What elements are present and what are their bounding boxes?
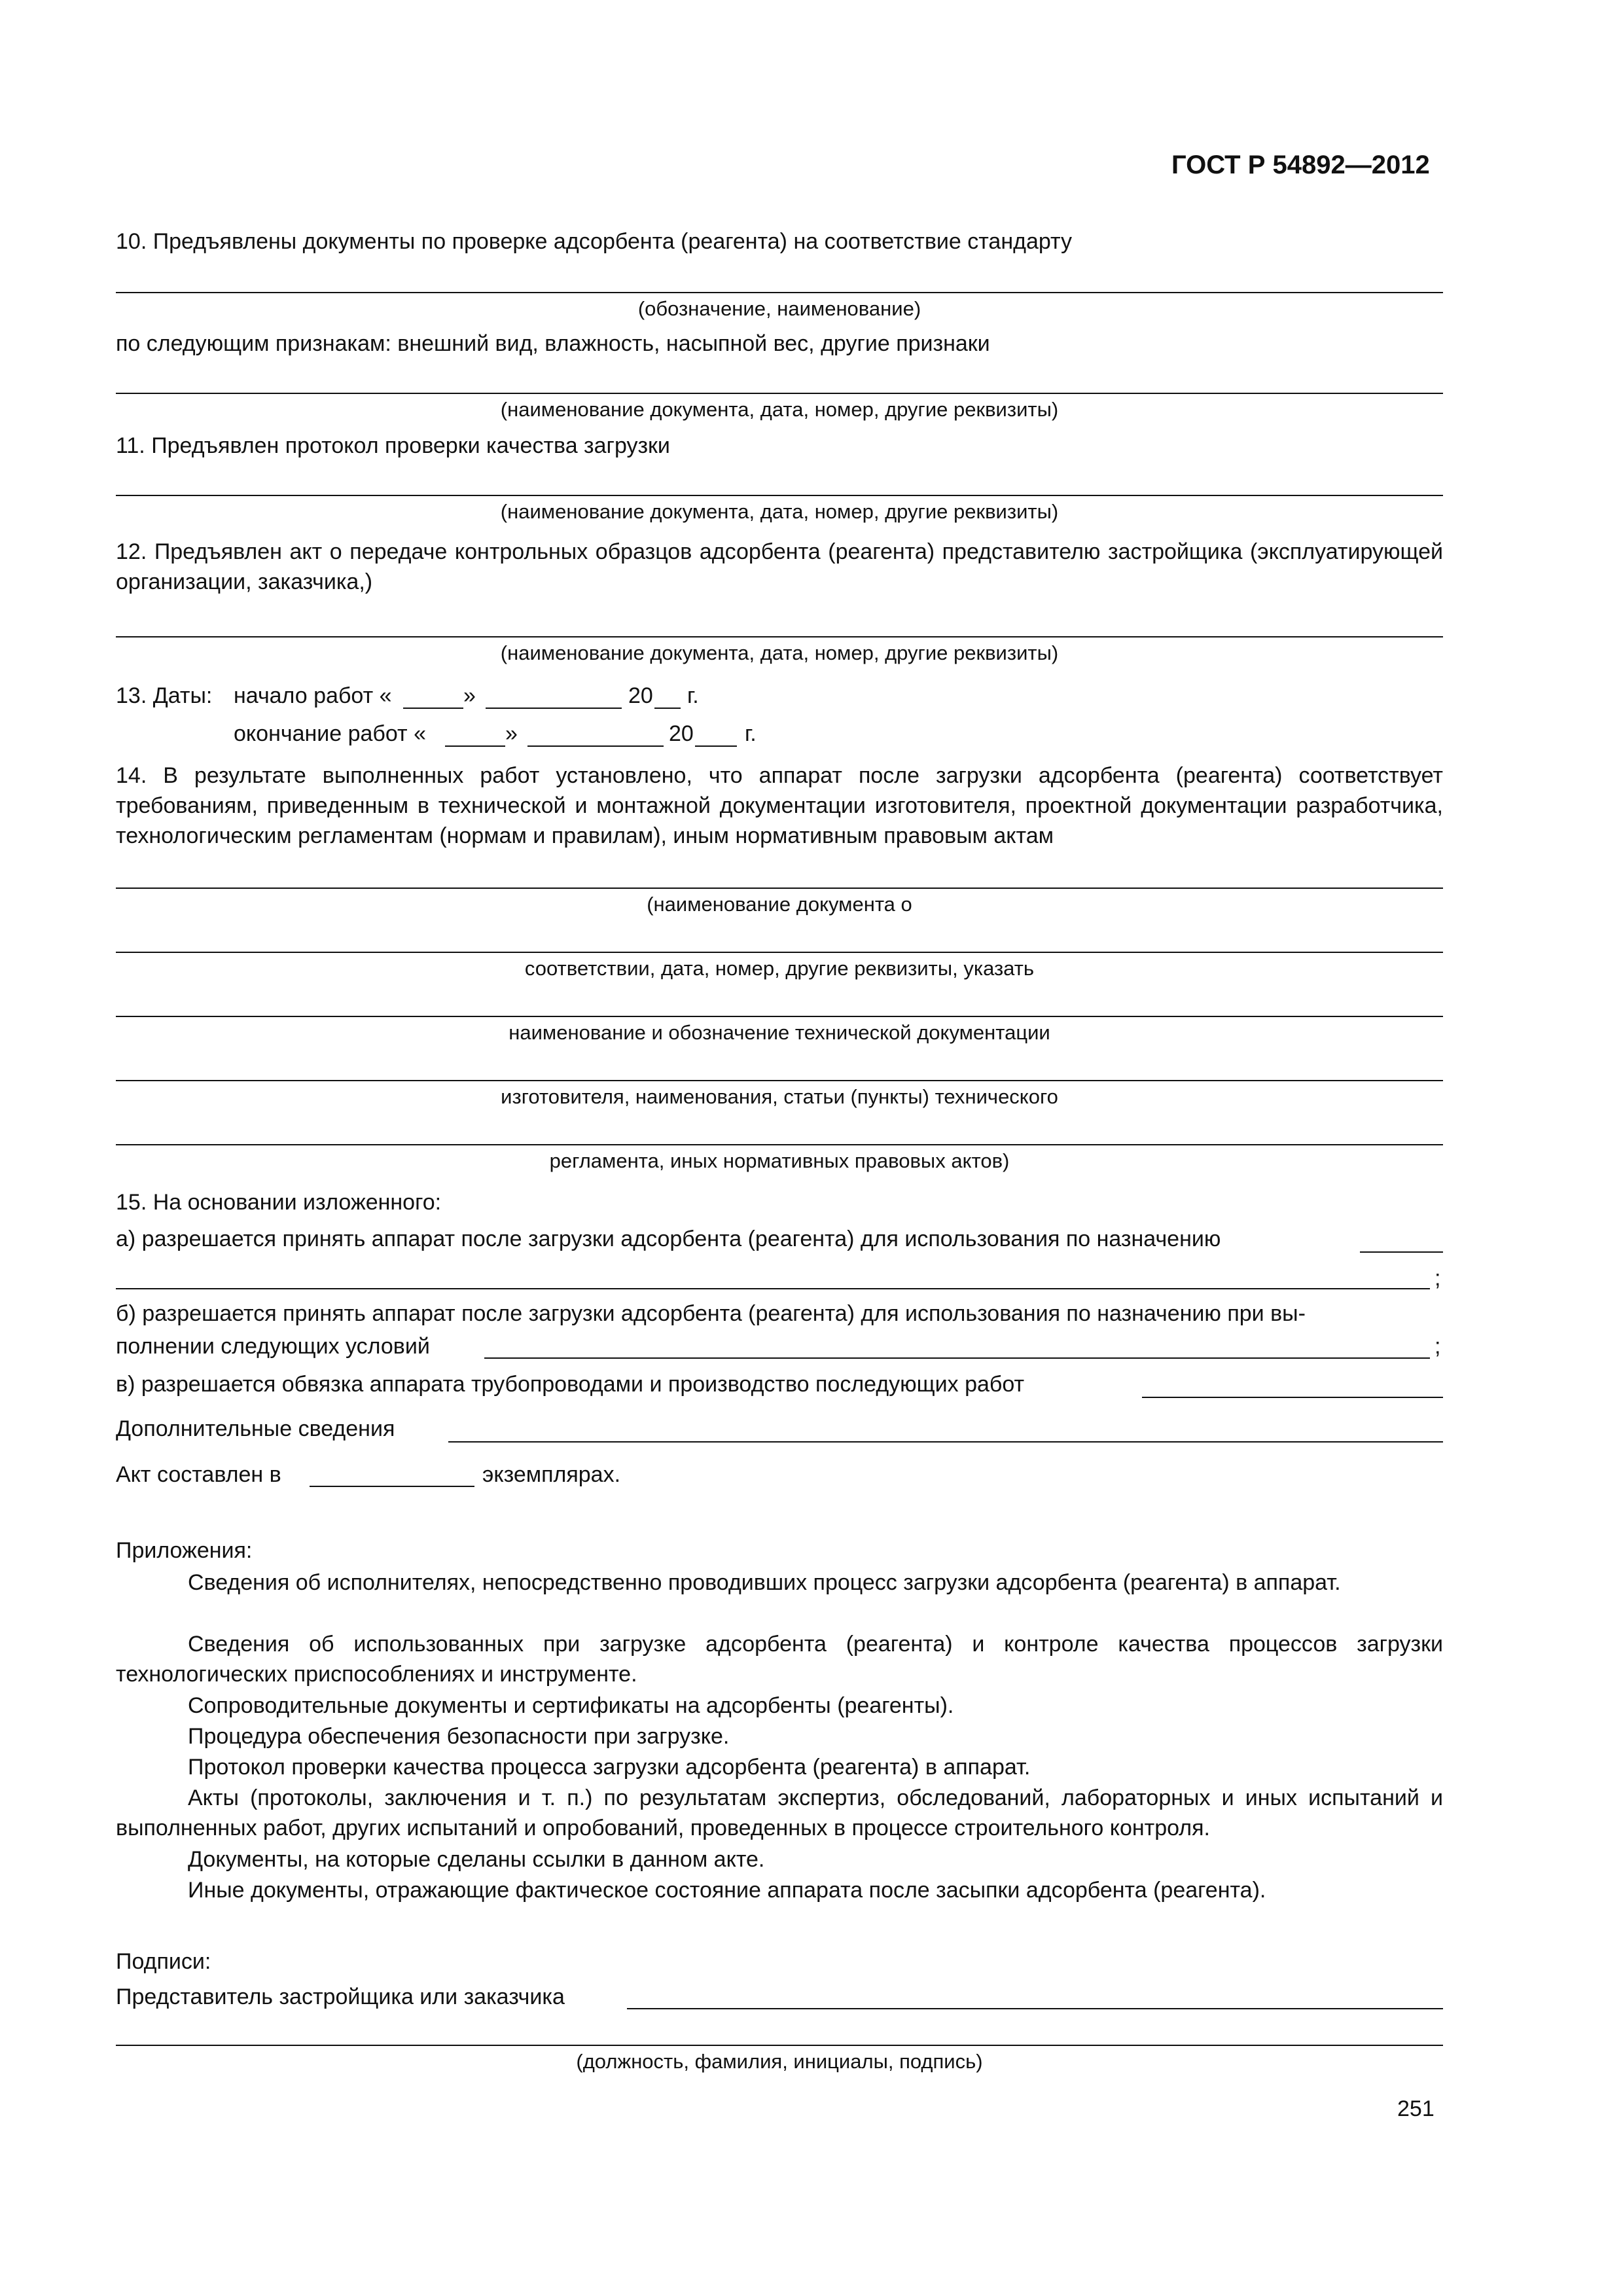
item-15-b-line-2: полнении следующих условий [116, 1334, 430, 1359]
item-15-b-semicolon: ; [1435, 1334, 1441, 1359]
start-date-close-quote: » [463, 683, 476, 708]
appendices-title: Приложения: [116, 1538, 253, 1563]
item-14-caption-1: (наименование документа о [647, 893, 912, 916]
end-year-suffix: г. [745, 721, 757, 746]
item-10-text: 10. Предъявлены документы по проверке адсорбента (реагента) на соответствие стандарту [116, 229, 1072, 254]
item-10-line-2-text: по следующим признакам: внешний вид, влажность, насыпной вес, другие признаки [116, 331, 990, 356]
end-date-close-quote: » [505, 721, 518, 746]
start-month-blank[interactable] [486, 708, 622, 709]
copies-suffix: экземплярах. [482, 1462, 621, 1487]
end-year-blank[interactable] [695, 745, 737, 747]
item-15-a-text: а) разрешается принять аппарат после загрузки адсорбента (реагента) для использования по назначению [116, 1227, 1221, 1251]
item-10-line-2[interactable] [116, 393, 1443, 394]
item-14-line-1[interactable] [116, 888, 1443, 889]
appendix-item: Акты (протоколы, заключения и т. п.) по результатам экспертиз, обследований, лабораторных и иных испытаний и выполненных работ, других испытаний и опробований, проведенных в процессе строительного контроля. [116, 1785, 1443, 1840]
doc-code-header: ГОСТ Р 54892—2012 [1171, 151, 1430, 179]
start-date-prefix: начало работ « [234, 683, 392, 708]
start-year-blank[interactable] [654, 708, 681, 709]
end-day-blank[interactable] [445, 745, 505, 747]
item-15-b-line-1: б) разрешается принять аппарат после загрузки адсорбента (реагента) для использования по назначению при вы- [116, 1301, 1306, 1326]
end-year-prefix: 20 [669, 721, 694, 746]
start-year-suffix: г. [687, 683, 699, 708]
item-12-line[interactable] [116, 636, 1443, 637]
item-14-caption-2: соответствии, дата, номер, другие реквизиты, указать [524, 957, 1035, 980]
item-15-v-line[interactable] [1142, 1397, 1443, 1398]
item-14-caption-5: регламента, иных нормативных правовых актов) [549, 1149, 1010, 1172]
signature-details-line[interactable] [116, 2045, 1443, 2046]
signature-caption: (должность, фамилия, инициалы, подпись) [576, 2050, 983, 2073]
item-11-caption: (наименование документа, дата, номер, другие реквизиты) [500, 500, 1059, 523]
item-10-line-1[interactable] [116, 292, 1443, 293]
end-date-prefix: окончание работ « [234, 721, 426, 746]
item-14-caption-4: изготовителя, наименования, статьи (пункты) технического [501, 1085, 1058, 1108]
appendix-item: Иные документы, отражающие фактическое состояние аппарата после засыпки адсорбента (реагента). [188, 1878, 1266, 1903]
appendix-item: Сопроводительные документы и сертификаты на адсорбенты (реагенты). [188, 1693, 954, 1718]
item-12-caption: (наименование документа, дата, номер, другие реквизиты) [500, 641, 1059, 664]
start-year-prefix: 20 [628, 683, 653, 708]
item-15-v-text: в) разрешается обвязка аппарата трубопроводами и производство последующих работ [116, 1372, 1025, 1397]
representative-signature-line[interactable] [627, 2008, 1443, 2009]
additional-info-label: Дополнительные сведения [116, 1416, 395, 1441]
appendix-item: Протокол проверки качества процесса загрузки адсорбента (реагента) в аппарат. [188, 1755, 1031, 1780]
representative-label: Представитель застройщика или заказчика [116, 1984, 565, 2009]
end-month-blank[interactable] [527, 745, 664, 747]
appendix-item: Сведения об использованных при загрузке адсорбента (реагента) и контроле качества процессов загрузки технологических приспособлениях и инструменте. [116, 1632, 1443, 1687]
item-14-line-4[interactable] [116, 1080, 1443, 1081]
item-14-text: 14. В результате выполненных работ установлено, что аппарат после загрузки адсорбента (реагента) соответствует требованиям, приведенным в технической и монтажной документации изготовителя, проектной документации разработчика, технологическим регламентам (нормам и правилам), иным нормативным правовым актам [116, 763, 1443, 848]
item-15-a-line-2[interactable] [116, 1288, 1430, 1289]
item-15-a-line-1[interactable] [1360, 1251, 1443, 1253]
appendix-item: Сведения об исполнителях, непосредственно проводивших процесс загрузки адсорбента (реагента) в аппарат. [188, 1570, 1341, 1595]
appendix-item: Процедура обеспечения безопасности при загрузке. [188, 1724, 730, 1749]
item-14-line-5[interactable] [116, 1144, 1443, 1145]
signatures-title: Подписи: [116, 1949, 211, 1974]
item-14-line-2[interactable] [116, 952, 1443, 953]
item-10-caption-1: (обозначение, наименование) [637, 297, 921, 320]
copies-count-blank[interactable] [310, 1486, 474, 1487]
item-14-line-3[interactable] [116, 1016, 1443, 1017]
item-14-caption-3: наименование и обозначение технической документации [508, 1021, 1050, 1044]
additional-info-line[interactable] [448, 1441, 1443, 1443]
item-15-intro: 15. На основании изложенного: [116, 1190, 442, 1215]
appendix-item: Документы, на которые сделаны ссылки в данном акте. [188, 1847, 765, 1872]
item-13-label: 13. Даты: [116, 683, 213, 708]
item-15-b-line[interactable] [484, 1357, 1430, 1359]
page-number: 251 [1397, 2096, 1435, 2121]
start-day-blank[interactable] [403, 708, 463, 709]
item-11-line[interactable] [116, 495, 1443, 496]
item-11-text: 11. Предъявлен протокол проверки качества загрузки [116, 433, 670, 458]
copies-prefix: Акт составлен в [116, 1462, 281, 1487]
item-12-text: 12. Предъявлен акт о передаче контрольных образцов адсорбента (реагента) представителю застройщика (эксплуатирующей организации, заказчика,) [116, 539, 1443, 594]
item-10-caption-2: (наименование документа, дата, номер, другие реквизиты) [500, 398, 1059, 421]
item-15-a-semicolon: ; [1435, 1266, 1441, 1291]
